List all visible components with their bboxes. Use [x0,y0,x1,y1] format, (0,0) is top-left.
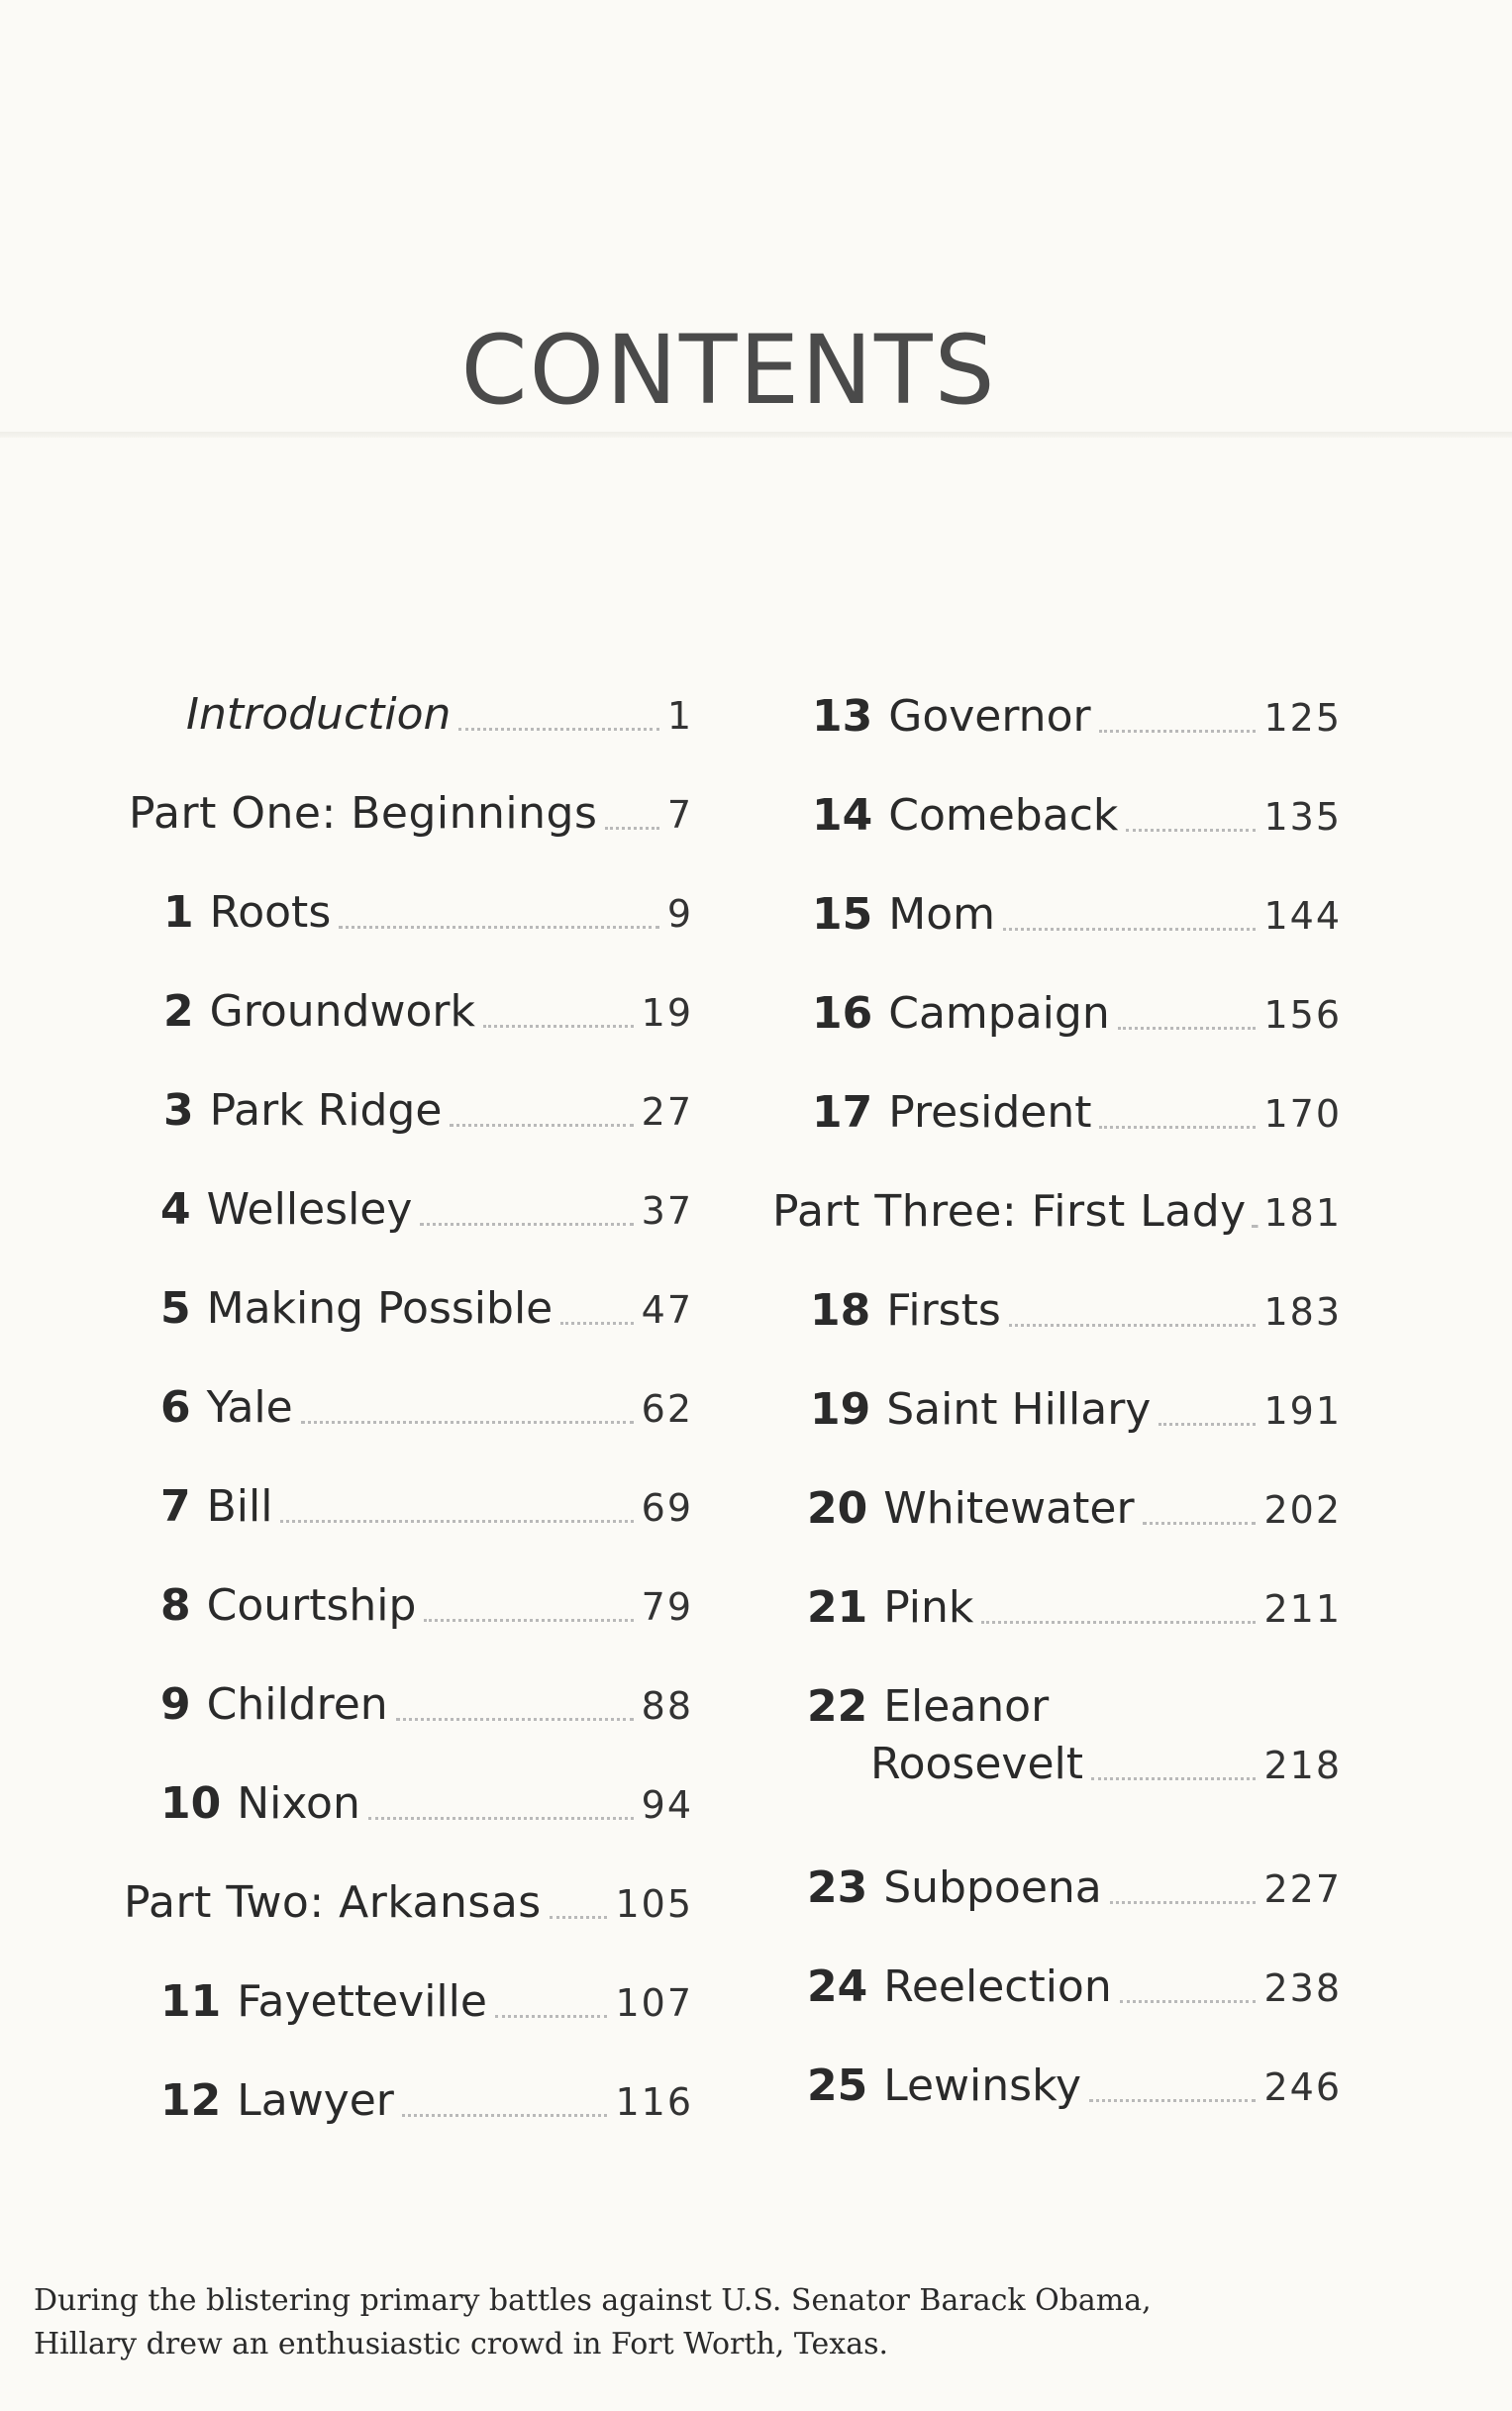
toc-entry[interactable] [186,688,693,743]
chapter-title-continued: Roosevelt [870,1739,1084,1789]
chapter-title: Making Possible [206,1283,554,1334]
page-number: 47 [641,1288,693,1332]
part-title: Part Two: Arkansas [124,1877,542,1928]
chapter-title: Roots [209,887,332,938]
chapter-title: Park Ridge [209,1085,443,1136]
chapter-number: 25 [807,2060,868,2111]
page-number: 7 [666,793,693,837]
chapter-title: Lawyer [237,2075,394,2126]
toc-entry[interactable] [807,1680,1342,1792]
toc-entry[interactable] [160,2074,693,2129]
chapter-number: 5 [160,1283,191,1334]
chapter-number: 15 [812,889,873,940]
dot-leader [1099,1126,1256,1129]
dot-leader [1143,1522,1257,1525]
chapter-number: 4 [160,1184,191,1235]
dot-leader [420,1223,633,1226]
toc-entry-line [807,1738,1342,1792]
page-title: CONTENTS [460,315,997,426]
dot-leader [1126,829,1256,832]
chapter-number: 19 [810,1384,871,1435]
toc-entry[interactable] [163,1084,693,1139]
page-number: 246 [1263,2065,1342,2109]
dot-leader [605,827,658,830]
toc-entry[interactable] [163,985,693,1040]
toc-entry[interactable] [812,690,1342,745]
page-number: 1 [666,694,693,738]
toc-entry[interactable] [807,1581,1342,1636]
dot-leader [301,1421,634,1424]
dot-leader [981,1621,1256,1624]
dot-leader [1120,2000,1257,2003]
dot-leader [550,1916,608,1919]
toc-entry[interactable] [807,1960,1342,2015]
page-number: 211 [1263,1587,1342,1631]
introduction-title: Introduction [186,689,452,740]
chapter-title: Comeback [888,790,1119,841]
chapter-title: President [888,1087,1092,1138]
page-number: 144 [1263,894,1342,938]
page-fold-line [0,432,1512,438]
page-number: 191 [1263,1389,1342,1433]
chapter-title: Groundwork [209,986,475,1037]
chapter-title: Children [206,1679,388,1730]
chapter-number: 12 [160,2075,222,2126]
chapter-number: 9 [160,1679,191,1730]
chapter-title: Firsts [886,1285,1001,1336]
chapter-title: Eleanor [883,1681,1050,1732]
caption-line-2: Hillary drew an enthusiastic crowd in Fort Worth, Texas. [34,2327,889,2361]
dot-leader [1009,1324,1257,1327]
dot-leader [458,728,658,731]
page-number: 79 [641,1585,693,1629]
toc-entry-line [807,1680,1342,1734]
page-number: 62 [641,1387,693,1431]
chapter-title: Nixon [237,1778,360,1829]
page-number: 69 [641,1486,693,1530]
chapter-title: Courtship [206,1580,417,1631]
chapter-number: 8 [160,1580,191,1631]
toc-entry[interactable] [807,1861,1342,1916]
toc-entry[interactable] [160,1480,693,1535]
page-number: 156 [1263,993,1342,1037]
dot-leader [450,1124,633,1127]
chapter-number: 17 [812,1087,873,1138]
toc-entry[interactable] [812,987,1342,1042]
toc-entry[interactable] [810,1383,1342,1438]
chapter-number: 2 [163,986,194,1037]
dot-leader [402,2114,608,2117]
page-number: 227 [1263,1867,1342,1911]
toc-entry[interactable] [160,1282,693,1337]
page-number: 94 [641,1783,693,1827]
dot-leader [1089,2099,1256,2102]
dot-leader [1003,928,1256,931]
chapter-number: 21 [807,1582,868,1633]
chapter-title: Subpoena [883,1862,1102,1913]
chapter-number: 24 [807,1961,868,2012]
dot-leader [560,1322,633,1325]
chapter-title: Lewinsky [883,2060,1082,2111]
toc-entry[interactable] [160,1777,693,1832]
toc-entry[interactable] [807,2059,1342,2114]
chapter-title: Wellesley [206,1184,413,1235]
dot-leader [339,926,659,929]
page-number: 202 [1263,1488,1342,1532]
toc-entry[interactable] [160,1381,693,1436]
toc-entry[interactable] [160,1678,693,1733]
dot-leader [483,1025,634,1028]
toc-entry[interactable] [810,1284,1342,1339]
chapter-number: 20 [807,1483,868,1534]
toc-entry[interactable] [772,1185,1342,1240]
page-number: 181 [1263,1191,1342,1235]
page-number: 183 [1263,1290,1342,1334]
page-number: 238 [1263,1966,1342,2010]
chapter-number: 13 [812,691,873,742]
chapter-title: Whitewater [883,1483,1135,1534]
chapter-title: Yale [206,1382,293,1433]
chapter-title: Saint Hillary [886,1384,1152,1435]
toc-entry[interactable] [812,789,1342,844]
toc-entry[interactable] [812,888,1342,943]
caption-line-1: During the blistering primary battles against U.S. Senator Barack Obama, [34,2283,1152,2318]
dot-leader [1159,1423,1256,1426]
chapter-number: 22 [807,1681,868,1732]
page-number: 27 [641,1090,693,1134]
page-number: 170 [1263,1092,1342,1136]
chapter-number: 1 [163,887,194,938]
toc-entry[interactable] [163,886,693,941]
chapter-number: 23 [807,1862,868,1913]
page-number: 105 [615,1882,693,1926]
page-number: 88 [641,1684,693,1728]
chapter-title: Reelection [883,1961,1112,2012]
chapter-title: Bill [206,1481,273,1532]
part-title: Part One: Beginnings [129,788,598,839]
photo-caption [34,2279,1222,2366]
chapter-title: Fayetteville [237,1976,487,2027]
chapter-title: Mom [888,889,995,940]
dot-leader [1255,1225,1257,1228]
page-number: 107 [615,1981,693,2025]
dot-leader [396,1718,634,1721]
page-number: 9 [666,892,693,936]
toc-entry[interactable] [160,1183,693,1238]
page-number: 218 [1263,1744,1342,1787]
toc-entry[interactable] [160,1975,693,2030]
chapter-number: 11 [160,1976,222,2027]
chapter-number: 10 [160,1778,222,1829]
toc-entry[interactable] [129,787,693,842]
dot-leader [1118,1027,1257,1030]
dot-leader [368,1817,634,1820]
chapter-title: Pink [883,1582,974,1633]
page-number: 19 [641,991,693,1035]
chapter-title: Campaign [888,988,1110,1039]
chapter-number: 16 [812,988,873,1039]
chapter-number: 3 [163,1085,194,1136]
chapter-number: 6 [160,1382,191,1433]
page-number: 116 [615,2080,693,2124]
page-number: 37 [641,1189,693,1233]
toc-entry[interactable] [812,1086,1342,1141]
page-number: 135 [1263,795,1342,839]
page-number: 125 [1263,696,1342,740]
chapter-title: Governor [888,691,1091,742]
dot-leader [1099,730,1257,733]
chapter-number: 14 [812,790,873,841]
dot-leader [280,1520,633,1523]
part-title: Part Three: First Lady [772,1186,1247,1237]
dot-leader [1091,1777,1256,1780]
dot-leader [495,2015,608,2018]
dot-leader [424,1619,633,1622]
toc-entry[interactable] [124,1876,693,1931]
chapter-number: 18 [810,1285,871,1336]
toc-entry[interactable] [807,1482,1342,1537]
toc-entry[interactable] [160,1579,693,1634]
dot-leader [1110,1901,1257,1904]
chapter-number: 7 [160,1481,191,1532]
